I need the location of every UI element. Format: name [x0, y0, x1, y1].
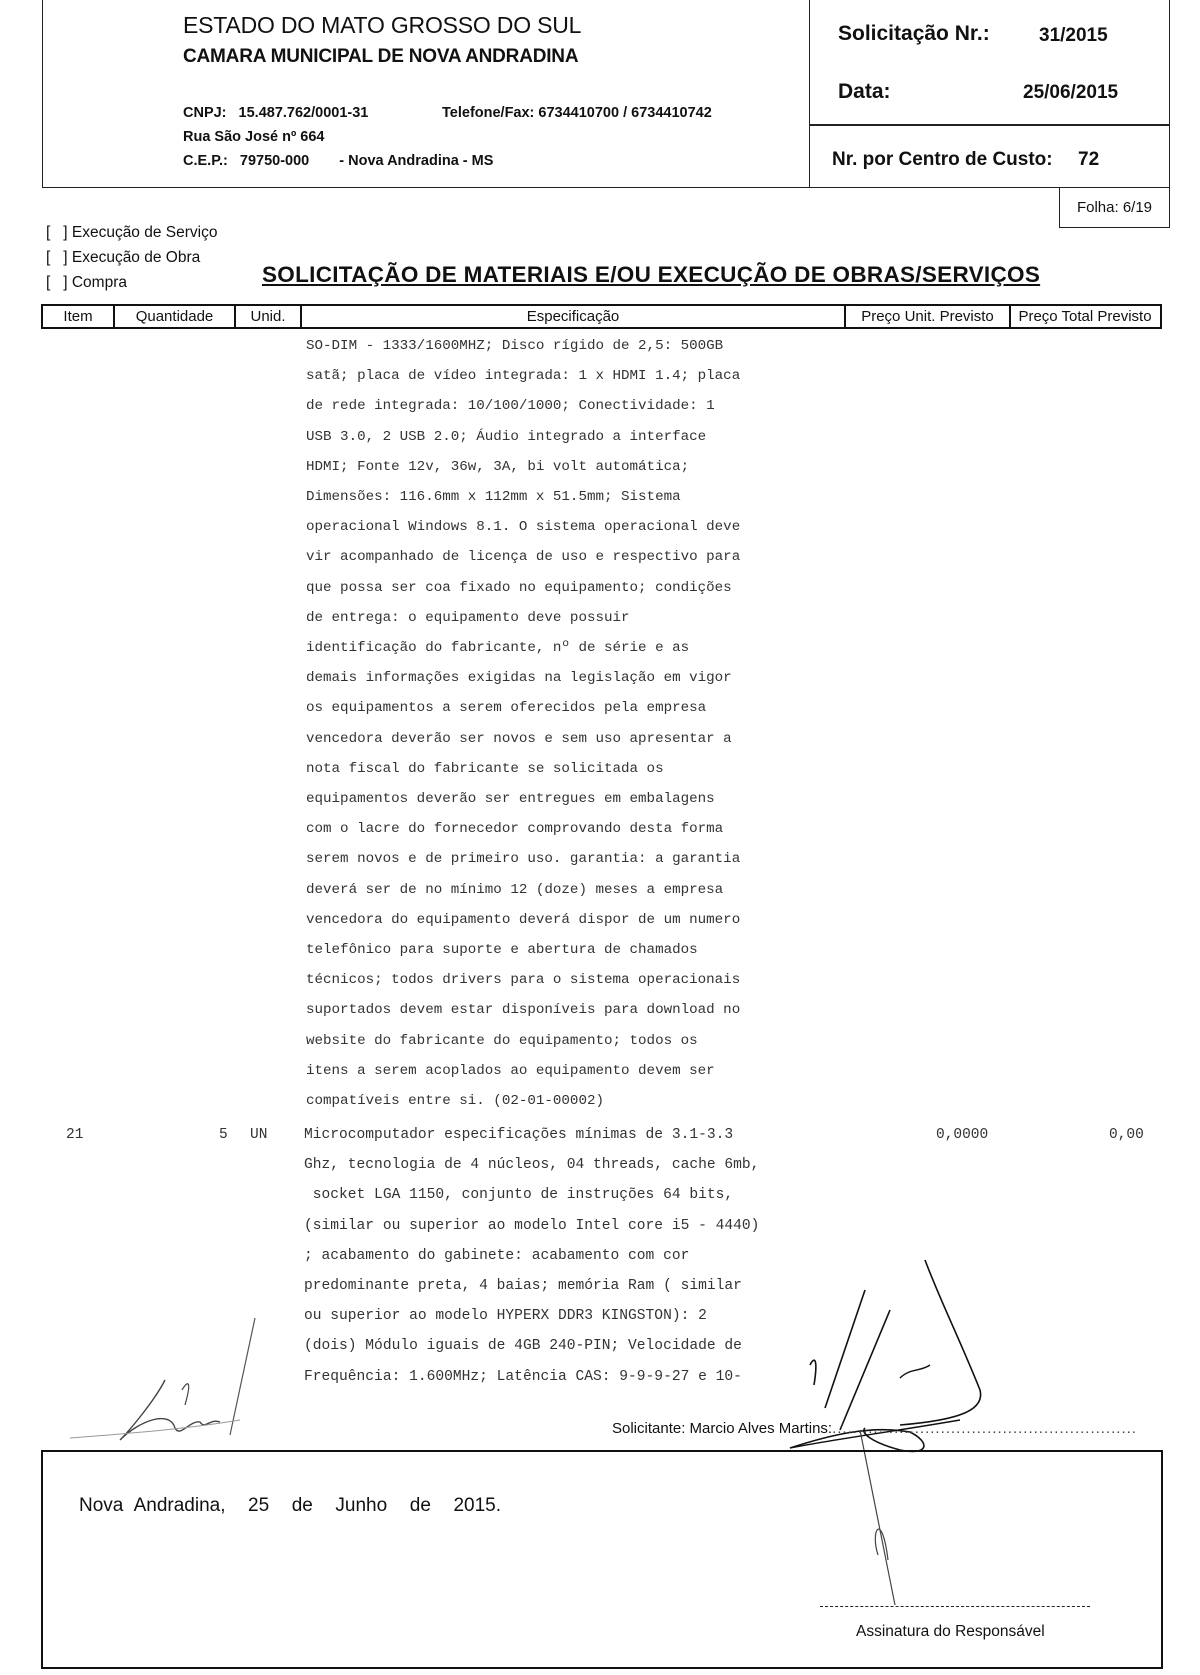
spec-line: Frequência: 1.600MHz; Latência CAS: 9-9-9-27 e 10- [304, 1368, 742, 1385]
checkbox-purchase[interactable] [46, 274, 127, 292]
spec-line: SO-DIM - 1333/1600MHZ; Disco rígido de 2,5: 500GB [306, 338, 724, 354]
spec-line: HDMI; Fonte 12v, 36w, 3A, bi volt automática; [306, 458, 690, 475]
spec-line: nota fiscal do fabricante se solicitada os [306, 760, 664, 777]
city-date: Nova Andradina, 25 de Junho de 2015. [79, 1495, 501, 1516]
spec-line: USB 3.0, 2 USB 2.0; Áudio integrado a interface [306, 428, 707, 445]
row-item-number: 21 [66, 1127, 84, 1143]
spec-line: Microcomputador especificações mínimas de 3.1-3.3 [304, 1127, 734, 1143]
checkbox-label: Execução de Serviço [71, 224, 218, 241]
sheet-box [1059, 188, 1170, 228]
cnpj [183, 105, 368, 121]
spec-line: de rede integrada: 10/100/1000; Conectividade: 1 [306, 398, 715, 415]
spec-line: técnicos; todos drivers para o sistema operacionais [306, 972, 741, 989]
spec-line: operacional Windows 8.1. O sistema operacional deve [306, 519, 741, 536]
request-info-divider [809, 124, 1170, 126]
city-state: - Nova Andradina - MS [339, 153, 494, 169]
requester-signature-dots: ........................................................... [832, 1420, 1137, 1437]
spec-line: Dimensões: 116.6mm x 112mm x 51.5mm; Sistema [306, 489, 681, 506]
spec-line: Ghz, tecnologia de 4 núcleos, 04 threads, cache 6mb, [304, 1157, 760, 1174]
checkbox-label: Execução de Obra [71, 249, 201, 266]
row-specification [304, 1120, 759, 1392]
spec-line: ou superior ao modelo HYPERX DDR3 KINGSTON): 2 [304, 1308, 707, 1325]
col-quantity: Quantidade [115, 306, 236, 327]
spec-line: deverá ser de no mínimo 12 (doze) meses a empresa [306, 881, 724, 898]
checkbox-work-execution[interactable] [46, 249, 200, 267]
checkbox-mark: [ ] [46, 224, 68, 241]
phone-value: 6734410700 / 6734410742 [538, 105, 712, 121]
spec-line: satã; placa de vídeo integrada: 1 x HDMI 1.4; placa [306, 368, 741, 385]
signature-label: Assinatura do Responsável [856, 1623, 1045, 1640]
row-unit-price: 0,0000 [936, 1127, 989, 1143]
spec-line: website do fabricante do equipamento; todos os [306, 1032, 698, 1049]
cnpj-label: CNPJ: [183, 105, 227, 121]
row-quantity: 5 [219, 1127, 228, 1143]
request-number-label: Solicitação Nr.: [838, 22, 990, 45]
spec-line: vencedora deverão ser novos e sem uso apresentar a [306, 730, 732, 747]
phone [442, 105, 712, 121]
spec-line: serem novos e de primeiro uso. garantia: a garantia [306, 851, 741, 868]
sheet-label: Folha: [1076, 199, 1119, 216]
spec-line: vencedora do equipamento deverá dispor de um numero [306, 911, 741, 928]
phone-label: Telefone/Fax: [442, 105, 535, 121]
address: Rua São José nº 664 [183, 129, 325, 145]
spec-line: itens a serem acoplados ao equipamento devem ser [306, 1062, 715, 1079]
cnpj-value: 15.487.762/0001-31 [238, 105, 369, 121]
spec-line: vir acompanhado de licença de uso e respectivo para [306, 549, 741, 566]
signature-line [820, 1606, 1090, 1607]
spec-line: telefônico para suporte e abertura de chamados [306, 942, 698, 959]
checkbox-mark: [ ] [46, 274, 68, 291]
cep [183, 153, 493, 169]
spec-line: (similar ou superior ao modelo Intel core i5 - 4440) [304, 1217, 760, 1234]
spec-line: que possa ser coa fixado no equipamento; condições [306, 579, 732, 596]
spec-line: predominante preta, 4 baias; memória Ram ( similar [304, 1278, 742, 1295]
continued-specification [306, 331, 740, 1116]
row-unit: UN [250, 1127, 268, 1143]
spec-line: os equipamentos a serem oferecidos pela empresa [306, 700, 707, 717]
cep-value: 79750-000 [239, 153, 310, 169]
request-number-value: 31/2015 [1039, 25, 1108, 46]
col-unit-price: Preço Unit. Previsto [846, 306, 1011, 327]
spec-line: ; acabamento do gabinete: acabamento com cor [304, 1247, 690, 1264]
spec-line: de entrega: o equipamento deve possuir [306, 609, 630, 626]
col-item: Item [43, 306, 115, 327]
document-title: SOLICITAÇÃO DE MATERIAIS E/OU EXECUÇÃO DE OBRAS/SERVIÇOS [262, 262, 1041, 287]
state-name: ESTADO DO MATO GROSSO DO SUL [183, 12, 582, 38]
checkbox-mark: [ ] [46, 249, 68, 266]
col-total-price: Preço Total Previsto [1018, 308, 1152, 325]
spec-line: com o lacre do fornecedor comprovando desta forma [306, 821, 724, 838]
spec-line: suportados devem estar disponíveis para download no [306, 1002, 741, 1019]
initials-signature-icon [60, 1310, 270, 1450]
checkbox-label: Compra [71, 274, 127, 291]
cep-label: C.E.P.: [183, 153, 228, 169]
request-date-label: Data: [838, 80, 891, 103]
institution-name: CAMARA MUNICIPAL DE NOVA ANDRADINA [183, 46, 579, 67]
request-date-value: 25/06/2015 [1023, 82, 1119, 103]
col-unit: Unid. [236, 306, 302, 327]
checkbox-service-execution[interactable] [46, 224, 217, 242]
table-header [41, 304, 1162, 329]
spec-line: equipamentos deverão ser entregues em embalagens [306, 791, 715, 808]
spec-line: demais informações exigidas na legislação em vigor [306, 670, 732, 687]
cost-center-value: 72 [1078, 149, 1100, 170]
spec-line: socket LGA 1150, conjunto de instruções 64 bits, [304, 1187, 734, 1204]
spec-line: identificação do fabricante, nº de série e as [306, 640, 690, 657]
requester-label: Solicitante: Marcio Alves Martins: [612, 1420, 833, 1437]
spec-line: (dois) Módulo iguais de 4GB 240-PIN; Velocidade de [304, 1338, 742, 1355]
spec-line: compatíveis entre si. (02-01-00002) [306, 1093, 604, 1110]
requester-line [612, 1420, 1137, 1437]
cost-center-label: Nr. por Centro de Custo: [832, 149, 1053, 170]
col-specification: Especificação [302, 306, 846, 327]
row-total-price: 0,00 [1109, 1127, 1144, 1143]
sheet-value: 6/19 [1122, 199, 1153, 216]
